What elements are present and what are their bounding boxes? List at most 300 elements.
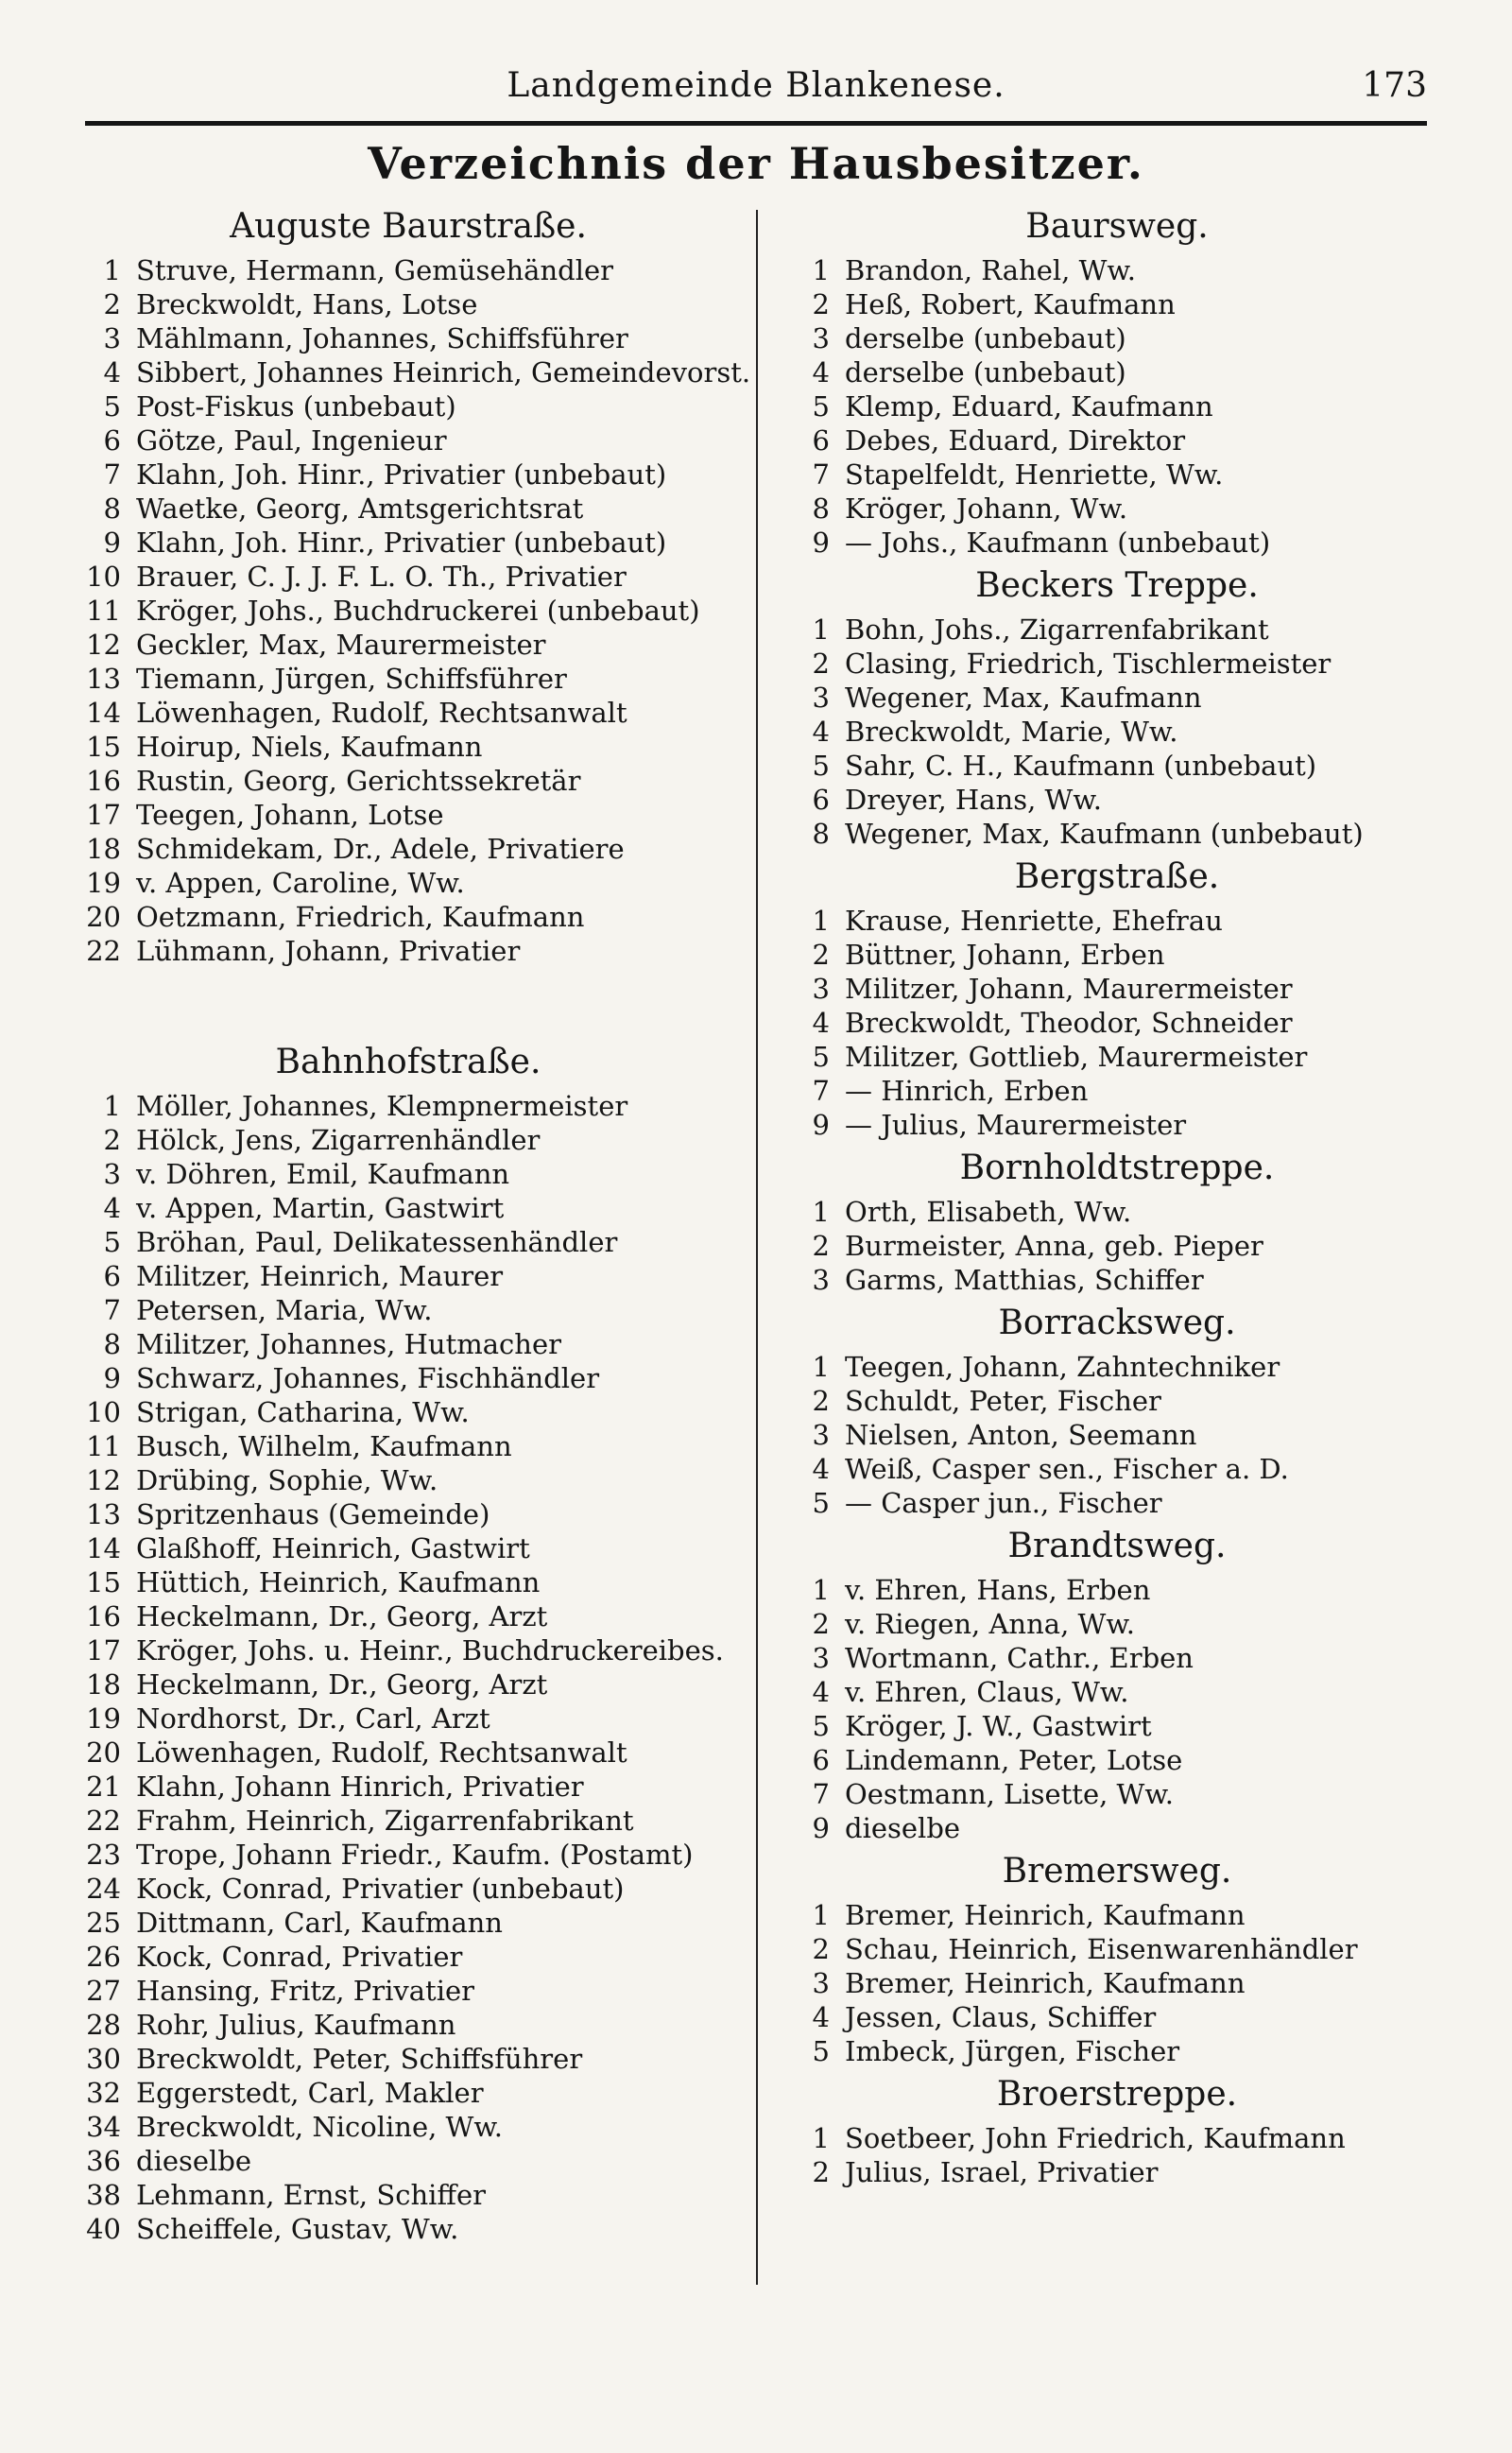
list-item (77, 1531, 739, 1565)
list-item (786, 972, 1448, 1006)
owner-entry: — Casper jun., Fischer (845, 1487, 1162, 1519)
owner-entry: Imbeck, Jürgen, Fischer (845, 2035, 1180, 2067)
list-item (786, 1229, 1448, 1263)
list-item (77, 1974, 739, 2008)
house-number: 2 (103, 1124, 121, 1156)
owner-entry: Nielsen, Anton, Seemann (845, 1419, 1197, 1451)
house-number: 2 (812, 2156, 830, 2188)
house-number: 4 (812, 356, 830, 389)
house-number: 26 (86, 1941, 121, 1973)
owner-entry: Kock, Conrad, Privatier (unbebaut) (136, 1873, 625, 1905)
house-number: 4 (812, 1676, 830, 1708)
owner-entry: Militzer, Gottlieb, Maurermeister (845, 1041, 1308, 1073)
house-number: 7 (812, 1075, 830, 1107)
left-column (77, 200, 751, 2246)
owner-entry: Stapelfeldt, Henriette, Ww. (845, 458, 1224, 491)
list-item (77, 2042, 739, 2076)
list-item (77, 900, 739, 934)
house-number: 15 (86, 1566, 121, 1598)
house-number: 10 (86, 561, 121, 593)
owner-entry: Möller, Johannes, Klempnermeister (136, 1090, 628, 1122)
owner-entry: Busch, Wilhelm, Kaufmann (136, 1430, 512, 1462)
house-number: 4 (812, 1453, 830, 1485)
owner-entry: Jessen, Claus, Schiffer (845, 2001, 1157, 2033)
owner-entry: dieselbe (136, 2145, 252, 2177)
list-item (77, 355, 751, 389)
list-item (786, 2121, 1448, 2155)
house-number: 8 (103, 1328, 121, 1360)
house-number: 9 (812, 1812, 830, 1844)
owner-entry: Rustin, Georg, Gerichtssekretär (136, 765, 581, 797)
house-number: 6 (812, 424, 830, 457)
list-item (77, 1225, 739, 1259)
list-item (786, 817, 1448, 851)
house-number: 8 (103, 492, 121, 525)
house-number: 20 (86, 901, 121, 933)
list-item (77, 1633, 739, 1667)
list-item (786, 613, 1448, 647)
list-item (786, 1195, 1448, 1229)
list-item (786, 389, 1448, 423)
list-item (77, 1565, 739, 1599)
house-number: 12 (86, 629, 121, 661)
list-item (786, 1811, 1448, 1845)
page-number: 173 (1362, 66, 1427, 105)
house-number: 19 (86, 867, 121, 899)
house-number: 7 (103, 458, 121, 491)
list-item (77, 1702, 739, 1736)
owner-entry: Frahm, Heinrich, Zigarrenfabrikant (136, 1805, 634, 1837)
list-item (786, 492, 1448, 526)
list-item (77, 696, 739, 730)
house-number: 9 (103, 1362, 121, 1394)
list-item (786, 904, 1448, 938)
list-item (77, 1940, 739, 1974)
owner-entry: Hoirup, Niels, Kaufmann (136, 731, 483, 763)
owner-entry: Post-Fiskus (unbebaut) (136, 390, 456, 423)
list-item (77, 526, 739, 560)
owner-entry: Brandon, Rahel, Ww. (845, 254, 1137, 286)
owner-entry: Löwenhagen, Rudolf, Rechtsanwalt (136, 1736, 627, 1769)
list-item (786, 715, 1448, 749)
owner-entry: Spritzenhaus (Gemeinde) (136, 1498, 490, 1530)
house-number: 6 (812, 1744, 830, 1776)
house-number: 11 (86, 1430, 121, 1462)
house-number: 16 (86, 1600, 121, 1632)
house-number: 6 (103, 1260, 121, 1292)
house-number: 18 (86, 833, 121, 865)
list-item (77, 1191, 739, 1225)
house-number: 40 (86, 2213, 121, 2245)
owner-entry: Scheiffele, Gustav, Ww. (136, 2213, 459, 2245)
list-item (77, 1361, 739, 1395)
owner-entry: Schau, Heinrich, Eisenwarenhändler (845, 1933, 1358, 1965)
street-section (786, 1520, 1448, 1845)
owner-entry: Rohr, Julius, Kaufmann (136, 2009, 456, 2041)
house-number: 34 (86, 2111, 121, 2143)
street-heading: Bornholdtstreppe. (959, 1149, 1275, 1187)
owner-entry: Götze, Paul, Ingenieur (136, 424, 447, 457)
list-item (786, 749, 1448, 783)
section-gap (77, 968, 739, 1036)
house-number: 1 (812, 1574, 830, 1606)
house-number: 38 (86, 2179, 121, 2211)
owner-entry: Drübing, Sophie, Ww. (136, 1464, 438, 1496)
list-item (77, 2110, 739, 2144)
house-number: 19 (86, 1702, 121, 1735)
list-item (77, 2178, 739, 2212)
house-number: 3 (812, 1264, 830, 1296)
owner-entry: Oetzmann, Friedrich, Kaufmann (136, 901, 585, 933)
street-section (786, 1142, 1448, 1297)
house-number: 9 (812, 1109, 830, 1141)
street-heading: Bergstraße. (1014, 857, 1220, 896)
list-item (77, 832, 739, 866)
owner-entry: — Hinrich, Erben (845, 1075, 1089, 1107)
owner-entry: — Johs., Kaufmann (unbebaut) (845, 527, 1271, 559)
owner-entry: dieselbe (845, 1812, 961, 1844)
list-item (77, 1804, 739, 1838)
owner-entry: Sibbert, Johannes Heinrich, Gemeindevorst. (136, 356, 751, 389)
list-item (786, 1418, 1448, 1452)
list-item (786, 1263, 1448, 1297)
house-number: 2 (812, 648, 830, 680)
house-number: 5 (812, 390, 830, 423)
owner-entry: derselbe (unbebaut) (845, 356, 1126, 389)
list-item (786, 1452, 1448, 1486)
owner-entry: Klemp, Eduard, Kaufmann (845, 390, 1213, 423)
list-item (77, 1429, 739, 1463)
owner-entry: Tiemann, Jürgen, Schiffsführer (136, 663, 567, 695)
owner-entry: Breckwoldt, Theodor, Schneider (845, 1007, 1293, 1039)
house-number: 5 (103, 1226, 121, 1258)
owner-entry: Bremer, Heinrich, Kaufmann (845, 1967, 1246, 1999)
house-number: 14 (86, 1532, 121, 1564)
owner-entry: Dittmann, Carl, Kaufmann (136, 1907, 503, 1939)
house-number: 27 (86, 1975, 121, 2007)
list-item (786, 1573, 1448, 1607)
owner-entry: Weiß, Casper sen., Fischer a. D. (845, 1453, 1289, 1485)
owner-entry: Breckwoldt, Marie, Ww. (845, 716, 1178, 748)
list-item (77, 1463, 739, 1497)
list-item (77, 2076, 739, 2110)
list-item (786, 2000, 1448, 2034)
list-item (786, 423, 1448, 458)
owner-entry: Glaßhoff, Heinrich, Gastwirt (136, 1532, 530, 1564)
list-item (786, 1108, 1448, 1142)
house-number: 1 (812, 613, 830, 646)
house-number: 9 (812, 527, 830, 559)
list-item (77, 492, 739, 526)
house-number: 3 (812, 1642, 830, 1674)
house-number: 8 (812, 492, 830, 525)
street-section (77, 200, 751, 968)
list-item (786, 526, 1448, 560)
house-number: 20 (86, 1736, 121, 1769)
owner-entry: Kock, Conrad, Privatier (136, 1941, 463, 1973)
owner-entry: Militzer, Johann, Maurermeister (845, 973, 1293, 1005)
house-number: 2 (812, 939, 830, 971)
owner-entry: Oestmann, Lisette, Ww. (845, 1778, 1174, 1810)
house-number: 3 (103, 1158, 121, 1190)
house-number: 4 (812, 2001, 830, 2033)
house-number: 2 (812, 288, 830, 320)
list-item (77, 1497, 739, 1531)
list-item (77, 1293, 739, 1327)
owner-entry: Hölck, Jens, Zigarrenhändler (136, 1124, 541, 1156)
owner-entry: Klahn, Joh. Hinr., Privatier (unbebaut) (136, 527, 667, 559)
list-item (786, 2034, 1448, 2068)
owner-entry: Clasing, Friedrich, Tischlermeister (845, 648, 1332, 680)
house-number: 5 (812, 1041, 830, 1073)
house-number: 12 (86, 1464, 121, 1496)
list-item (77, 1667, 739, 1702)
house-number: 23 (86, 1839, 121, 1871)
house-number: 18 (86, 1668, 121, 1701)
street-section (786, 200, 1448, 560)
house-number: 7 (812, 1778, 830, 1810)
owner-entry: Soetbeer, John Friedrich, Kaufmann (845, 2122, 1346, 2154)
house-number: 3 (812, 682, 830, 714)
house-number: 5 (812, 2035, 830, 2067)
street-heading: Broerstreppe. (996, 2075, 1238, 2114)
owner-entry: Klahn, Joh. Hinr., Privatier (unbebaut) (136, 458, 667, 491)
column-divider (756, 210, 758, 2285)
street-section (786, 560, 1448, 851)
owner-entry: Lehmann, Ernst, Schiffer (136, 2179, 487, 2211)
list-item (77, 1599, 739, 1633)
list-item (786, 647, 1448, 681)
owner-entry: Brauer, C. J. J. F. L. O. Th., Privatier (136, 561, 627, 593)
house-number: 1 (812, 1351, 830, 1383)
street-heading: Borracksweg. (998, 1304, 1236, 1342)
list-item (77, 253, 739, 287)
house-number: 3 (103, 322, 121, 354)
list-item (77, 2144, 739, 2178)
house-number: 28 (86, 2009, 121, 2041)
list-item (77, 628, 739, 662)
house-number: 1 (812, 1899, 830, 1931)
list-item (77, 1906, 739, 1940)
list-item (77, 458, 739, 492)
house-number: 6 (812, 784, 830, 816)
owner-entry: Krause, Henriette, Ehefrau (845, 905, 1223, 937)
owner-entry: Breckwoldt, Peter, Schiffsführer (136, 2043, 583, 2075)
owner-entry: Heckelmann, Dr., Georg, Arzt (136, 1668, 548, 1701)
list-item (786, 458, 1448, 492)
house-number: 1 (103, 1090, 121, 1122)
owner-entry: Militzer, Johannes, Hutmacher (136, 1328, 561, 1360)
house-number: 7 (103, 1294, 121, 1326)
owner-entry: Militzer, Heinrich, Maurer (136, 1260, 504, 1292)
owner-entry: Lühmann, Johann, Privatier (136, 935, 521, 967)
list-item (77, 560, 739, 594)
house-number: 22 (86, 1805, 121, 1837)
house-number: 6 (103, 424, 121, 457)
house-number: 2 (812, 1385, 830, 1417)
street-heading: Auguste Baurstraße. (230, 207, 587, 246)
house-number: 30 (86, 2043, 121, 2075)
house-number: 22 (86, 935, 121, 967)
house-number: 17 (86, 799, 121, 831)
owner-entry: Wegener, Max, Kaufmann (unbebaut) (845, 818, 1364, 850)
owner-entry: Kröger, Johann, Ww. (845, 492, 1128, 525)
house-number: 5 (812, 1710, 830, 1742)
list-item (77, 594, 739, 628)
owner-entry: Schwarz, Johannes, Fischhändler (136, 1362, 600, 1394)
owner-entry: Debes, Eduard, Direktor (845, 424, 1186, 457)
list-item (786, 1743, 1448, 1777)
running-title: Landgemeinde Blankenese. (507, 66, 1005, 105)
house-number: 7 (812, 458, 830, 491)
list-item (786, 1486, 1448, 1520)
list-item (77, 1157, 739, 1191)
house-number: 3 (812, 322, 830, 354)
list-item (77, 1736, 739, 1770)
owner-entry: Schmidekam, Dr., Adele, Privatiere (136, 833, 625, 865)
list-item (77, 798, 739, 832)
street-section (786, 1297, 1448, 1520)
owner-entry: Heckelmann, Dr., Georg, Arzt (136, 1600, 548, 1632)
owner-entry: Nordhorst, Dr., Carl, Arzt (136, 1702, 490, 1735)
list-item (786, 287, 1448, 321)
owner-entry: Klahn, Johann Hinrich, Privatier (136, 1771, 584, 1803)
owner-entry: Löwenhagen, Rudolf, Rechtsanwalt (136, 697, 627, 729)
owner-entry: Kröger, Johs., Buchdruckerei (unbebaut) (136, 595, 700, 627)
list-item (77, 866, 739, 900)
owner-entry: Büttner, Johann, Erben (845, 939, 1165, 971)
owner-entry: Wortmann, Cathr., Erben (845, 1642, 1194, 1674)
list-item (786, 1074, 1448, 1108)
street-heading: Bremersweg. (1002, 1852, 1232, 1891)
house-number: 13 (86, 663, 121, 695)
list-item (77, 764, 739, 798)
street-heading: Baursweg. (1025, 207, 1209, 246)
house-number: 5 (103, 390, 121, 423)
house-number: 25 (86, 1907, 121, 1939)
list-item (786, 1932, 1448, 1966)
house-number: 4 (812, 1007, 830, 1039)
owner-entry: Wegener, Max, Kaufmann (845, 682, 1202, 714)
list-item (77, 730, 739, 764)
list-item (77, 1123, 739, 1157)
list-item (77, 934, 739, 968)
list-item (77, 662, 739, 696)
owner-entry: Bröhan, Paul, Delikatessenhändler (136, 1226, 618, 1258)
owner-entry: v. Riegen, Anna, Ww. (845, 1608, 1135, 1640)
list-item (77, 2008, 739, 2042)
street-heading: Bahnhofstraße. (275, 1043, 541, 1081)
house-number: 21 (86, 1771, 121, 1803)
house-number: 24 (86, 1873, 121, 1905)
list-item (77, 321, 739, 355)
house-number: 2 (103, 288, 121, 320)
owner-entry: Bohn, Johs., Zigarrenfabrikant (845, 613, 1269, 646)
owner-entry: Breckwoldt, Nicoline, Ww. (136, 2111, 503, 2143)
house-number: 16 (86, 765, 121, 797)
street-heading: Beckers Treppe. (975, 566, 1259, 605)
list-item (786, 1966, 1448, 2000)
list-item (77, 1395, 739, 1429)
list-item (77, 389, 739, 423)
house-number: 5 (812, 750, 830, 782)
owner-entry: v. Ehren, Claus, Ww. (845, 1676, 1129, 1708)
owner-entry: Orth, Elisabeth, Ww. (845, 1196, 1132, 1228)
street-section (786, 2068, 1448, 2189)
owner-entry: — Julius, Maurermeister (845, 1109, 1187, 1141)
house-number: 4 (103, 356, 121, 389)
list-item (77, 1838, 739, 1872)
owner-entry: Waetke, Georg, Amtsgerichtsrat (136, 492, 584, 525)
list-item (786, 253, 1448, 287)
owner-entry: Kröger, J. W., Gastwirt (845, 1710, 1152, 1742)
owner-entry: Strigan, Catharina, Ww. (136, 1396, 470, 1428)
owner-entry: Teegen, Johann, Lotse (136, 799, 444, 831)
list-item (77, 2212, 739, 2246)
owner-entry: Petersen, Maria, Ww. (136, 1294, 433, 1326)
list-item (786, 1384, 1448, 1418)
list-item (786, 1641, 1448, 1675)
owner-entry: Schuldt, Peter, Fischer (845, 1385, 1161, 1417)
owner-entry: v. Döhren, Emil, Kaufmann (136, 1158, 510, 1190)
owner-entry: derselbe (unbebaut) (845, 322, 1126, 354)
list-item (77, 1872, 739, 1906)
owner-entry: Teegen, Johann, Zahntechniker (845, 1351, 1280, 1383)
owner-entry: Hansing, Fritz, Privatier (136, 1975, 474, 2007)
house-number: 2 (812, 1608, 830, 1640)
house-number: 3 (812, 973, 830, 1005)
list-item (786, 1675, 1448, 1709)
owner-entry: Heß, Robert, Kaufmann (845, 288, 1176, 320)
house-number: 13 (86, 1498, 121, 1530)
owner-entry: Julius, Israel, Privatier (845, 2156, 1159, 2188)
list-item (786, 1898, 1448, 1932)
list-item (786, 1350, 1448, 1384)
house-number: 3 (812, 1967, 830, 1999)
list-item (786, 355, 1448, 389)
house-number: 8 (812, 818, 830, 850)
house-number: 1 (103, 254, 121, 286)
house-number: 10 (86, 1396, 121, 1428)
house-number: 4 (103, 1192, 121, 1224)
list-item (77, 1089, 739, 1123)
house-number: 2 (812, 1230, 830, 1262)
house-number: 36 (86, 2145, 121, 2177)
owner-entry: Mählmann, Johannes, Schiffsführer (136, 322, 628, 354)
house-number: 4 (812, 716, 830, 748)
list-item (786, 321, 1448, 355)
street-section (786, 851, 1448, 1142)
page-title: Verzeichnis der Hausbesitzer. (368, 138, 1144, 189)
list-item (786, 783, 1448, 817)
list-item (786, 938, 1448, 972)
owner-entry: Sahr, C. H., Kaufmann (unbebaut) (845, 750, 1317, 782)
list-item (786, 2155, 1448, 2189)
list-item (77, 1770, 739, 1804)
list-item (786, 1006, 1448, 1040)
owner-entry: Breckwoldt, Hans, Lotse (136, 288, 478, 320)
owner-entry: Bremer, Heinrich, Kaufmann (845, 1899, 1246, 1931)
street-section (786, 1845, 1448, 2068)
house-number: 15 (86, 731, 121, 763)
list-item (786, 1709, 1448, 1743)
list-item (786, 681, 1448, 715)
house-number: 9 (103, 527, 121, 559)
street-section (77, 1036, 739, 2246)
list-item (786, 1607, 1448, 1641)
list-item (786, 1777, 1448, 1811)
house-number: 2 (812, 1933, 830, 1965)
